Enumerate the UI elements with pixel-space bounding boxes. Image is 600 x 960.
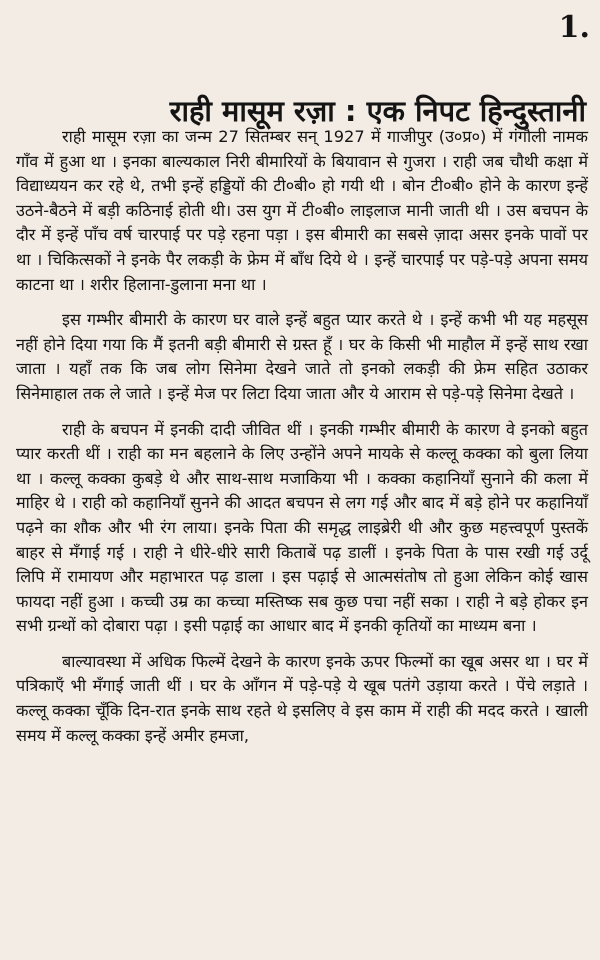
paragraph-4: बाल्यावस्था में अधिक फिल्में देखने के कारण इनके ऊपर फिल्मों का खूब असर था । घर में पत्रिकाएँ भी मँगाई जाती थीं । घर के आँगन में पड़े-पड़े ये खूब पतंगे उड़ाया करते । पेंचे लड़ाते । कल्लू कक्का चूँकि दिन-रात इनके साथ रहते थे इसलिए वे इस काम में राही की मदद करते । खाली समय में कल्लू कक्का इन्हें अमीर हमजा, [16, 651, 588, 745]
paragraph-3: राही के बचपन में इनकी दादी जीवित थीं । इनकी गम्भीर बीमारी के कारण वे इनको बहुत प्यार करती थीं । राही का मन बहलाने के लिए उन्होंने अपने मायके से कल्लू कक्का को बुला लिया था । कल्लू कक्का कुबड़े थे और साथ-साथ मजाकिया भी । कक्का कहानियाँ सुनाने की कला में माहिर थे । राही को कहानियाँ सुनने की आदत बचपन से लग गई और बाद में बड़े होने पर कहानियाँ पढ़ने का शौक और भी रंग लाया। इनके पिता की समृद्ध लाइब्रेरी थी और कुछ महत्त्वपूर्ण पुस्तकें बाहर से मँगाई गई । राही ने धीरे-धीरे सारी किताबें पढ़ डालीं । इनके पिता के पास रखी गई उर्दू लिपि में रामायण और महाभारत पढ़ डाला । इस पढ़ाई से आत्मसंतोष तो हुआ लेकिन कोई खास फायदा नहीं हुआ । कच्ची उम्र का कच्चा मस्तिष्क सब कुछ पचा नहीं सका । राही ने बड़े होकर इन सभी ग्रन्थों को दोबारा पढ़ा । इसी पढ़ाई का आधार बाद में इनकी कृतियों का माध्यम बना । [16, 419, 588, 636]
paragraph-2: इस गम्भीर बीमारी के कारण घर वाले इन्हें बहुत प्यार करते थे । इन्हें कभी भी यह महसूस नहीं होने दिया गया कि मैं इतनी बड़ी बीमारी से ग्रस्त हूँ । घर के किसी भी माहौल में इन्हें साथ रखा जाता । यहाँ तक कि जब लोग सिनेमा देखने जाते तो इनको लकड़ी की फ्रेम सहित उठाकर सिनेमाहाल तक ले जाते । इन्हें मेज पर लिटा दिया जाता और ये आराम से पड़े-पड़े सिनेमा देखते । [16, 310, 588, 403]
page-number: 1. [558, 10, 590, 45]
body-text [16, 125, 588, 759]
chapter-title: राही मासूम रज़ा : एक निपट हिन्दुस्तानी [169, 94, 586, 129]
paragraph-1: राही मासूम रज़ा का जन्म 27 सितम्बर सन् 1927 में गाजीपुर (उ०प्र०) में गंगौली नामक गाँव में हुआ था । इनका बाल्यकाल निरी बीमारियों के बियावान से गुजरा । राही जब चौथी कक्षा में विद्याध्ययन कर रहे थे, तभी इन्हें हड्डियों की टी०बी० हो गयी थी । बोन टी०बी० होने के कारण इन्हें उठने-बैठने में बड़ी कठिनाई होती थी। उस युग में टी०बी० लाइलाज मानी जाती थी । उस बचपन के दौर में इन्हें पाँच वर्ष चारपाई पर पड़े रहना पड़ा । इस बीमारी का सबसे ज़ादा असर इनके पावों पर था । चिकित्सकों ने इनके पैर लकड़ी के फ्रेम में बाँध दिये थे । इन्हें चारपाई पर पड़े-पड़े अपना समय काटना था । शरीर हिलाना-डुलाना मना था । [16, 127, 588, 294]
